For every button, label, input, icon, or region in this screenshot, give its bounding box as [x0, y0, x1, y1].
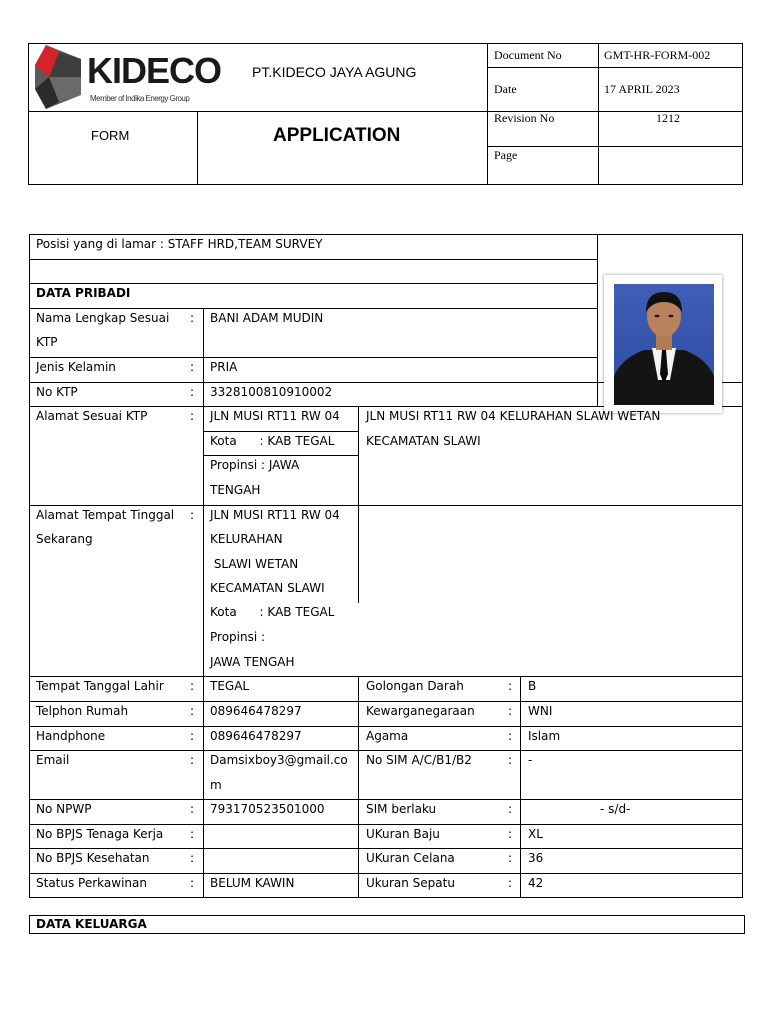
address-current-line: JLN MUSI RT11 RW 04 — [210, 508, 340, 522]
colon: : — [190, 827, 195, 841]
date-label: Date — [494, 82, 517, 96]
page-label: Page — [494, 148, 518, 162]
bpjs-health-label: No BPJS Kesehatan — [36, 851, 150, 865]
shoe-size-label: Ukuran Sepatu — [366, 876, 455, 890]
logo-tagline: Member of Indika Energy Group — [90, 94, 190, 103]
page-title: APPLICATION — [273, 125, 401, 146]
npwp-value: 793170523501000 — [210, 802, 325, 816]
address-current-label: Alamat Tempat Tinggal — [36, 508, 175, 522]
citizenship-value: WNI — [528, 704, 553, 718]
date-value: 17 APRIL 2023 — [604, 82, 680, 96]
blood-type-value: B — [528, 679, 537, 693]
name-value: BANI ADAM MUDIN — [210, 311, 324, 325]
sim-valid-label: SIM berlaku — [366, 802, 437, 816]
religion-label: Agama — [366, 729, 409, 743]
colon: : — [190, 876, 195, 890]
birth-place-label: Tempat Tanggal Lahir — [36, 679, 164, 693]
address-ktp-full: JLN MUSI RT11 RW 04 KELURAHAN SLAWI WETAN — [366, 409, 661, 423]
sim-value: - — [528, 753, 533, 767]
colon: : — [190, 409, 195, 423]
colon: : — [190, 802, 195, 816]
pants-size-label: UKuran Celana — [366, 851, 455, 865]
kideco-logo-icon — [35, 45, 83, 109]
address-ktp-province-line2: TENGAH — [210, 483, 261, 497]
shirt-size-value: XL — [528, 827, 543, 841]
npwp-label: No NPWP — [36, 802, 92, 816]
colon: : — [508, 753, 513, 767]
citizenship-label: Kewarganegaraan — [366, 704, 475, 718]
address-ktp-full-line2: KECAMATAN SLAWI — [366, 434, 481, 448]
address-current-line: Propinsi : — [210, 630, 266, 644]
colon: : — [508, 876, 513, 890]
colon: : — [508, 729, 513, 743]
gender-label: Jenis Kelamin — [36, 360, 116, 374]
colon: : — [190, 704, 195, 718]
colon: : — [508, 851, 513, 865]
name-label: Nama Lengkap Sesuai — [36, 311, 170, 325]
bpjs-work-label: No BPJS Tenaga Kerja — [36, 827, 164, 841]
colon: : — [190, 753, 195, 767]
address-current-line: Kota : KAB TEGAL — [210, 605, 335, 619]
email-value: Damsixboy3@gmail.co — [210, 753, 348, 767]
email-value-line2: m — [210, 778, 222, 792]
handphone-label: Handphone — [36, 729, 106, 743]
religion-value: Islam — [528, 729, 561, 743]
colon: : — [190, 851, 195, 865]
handphone-value: 089646478297 — [210, 729, 302, 743]
home-phone-value: 089646478297 — [210, 704, 302, 718]
colon: : — [190, 729, 195, 743]
blood-type-label: Golongan Darah — [366, 679, 464, 693]
name-label-line2: KTP — [36, 335, 58, 349]
company-logo — [35, 45, 222, 109]
applicant-photo — [604, 275, 722, 413]
colon: : — [190, 508, 195, 522]
address-ktp-label: Alamat Sesuai KTP — [36, 409, 148, 423]
shirt-size-label: UKuran Baju — [366, 827, 440, 841]
home-phone-label: Telphon Rumah — [36, 704, 129, 718]
address-current-label-line2: Sekarang — [36, 532, 93, 546]
company-name: PT.KIDECO JAYA AGUNG — [252, 64, 417, 80]
ktp-value: 3328100810910002 — [210, 385, 333, 399]
person-photo-icon — [614, 284, 714, 405]
address-current-line: KELURAHAN — [210, 532, 283, 546]
logo-wordmark: KIDECO — [87, 50, 222, 91]
colon: : — [508, 802, 513, 816]
doc-no-value: GMT-HR-FORM-002 — [604, 48, 711, 62]
pants-size-value: 36 — [528, 851, 544, 865]
doc-no-label: Document No — [494, 48, 562, 62]
colon: : — [190, 311, 195, 325]
colon: : — [508, 679, 513, 693]
position-applied: Posisi yang di lamar : STAFF HRD,TEAM SURVEY — [36, 237, 323, 251]
address-ktp-street: JLN MUSI RT11 RW 04 — [210, 409, 340, 423]
ktp-label: No KTP — [36, 385, 78, 399]
revision-label: Revision No — [494, 111, 555, 125]
marital-status-value: BELUM KAWIN — [210, 876, 295, 890]
birth-place-value: TEGAL — [210, 679, 250, 693]
address-current-line: JAWA TENGAH — [210, 655, 295, 669]
revision-value: 1212 — [656, 111, 680, 125]
colon: : — [190, 360, 195, 374]
marital-status-label: Status Perkawinan — [36, 876, 147, 890]
section-family-data: DATA KELUARGA — [36, 917, 147, 931]
colon: : — [508, 704, 513, 718]
address-ktp-province: Propinsi : JAWA — [210, 458, 300, 472]
shoe-size-value: 42 — [528, 876, 544, 890]
section-personal-data: DATA PRIBADI — [36, 286, 131, 300]
email-label: Email — [36, 753, 70, 767]
address-current-line: KECAMATAN SLAWI — [210, 581, 325, 595]
gender-value: PRIA — [210, 360, 238, 374]
sim-label: No SIM A/C/B1/B2 — [366, 753, 472, 767]
address-ktp-kota: Kota : KAB TEGAL — [210, 434, 335, 448]
colon: : — [190, 385, 195, 399]
address-current-line: SLAWI WETAN — [210, 557, 299, 571]
colon: : — [508, 827, 513, 841]
sim-valid-value: - s/d- — [600, 802, 631, 816]
form-label: FORM — [91, 128, 130, 143]
colon: : — [190, 679, 195, 693]
